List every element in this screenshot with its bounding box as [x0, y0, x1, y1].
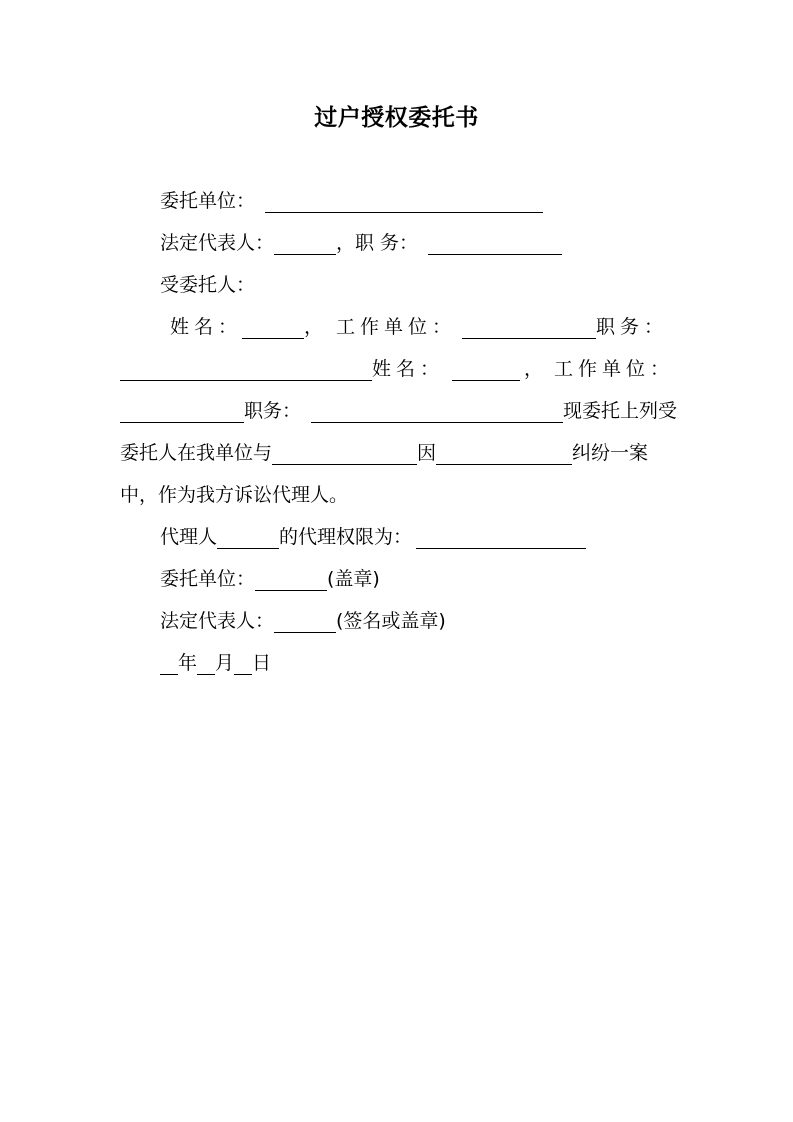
trustee1-work-blank[interactable] [462, 306, 596, 339]
trustee1-name-blank[interactable] [242, 306, 304, 339]
signature-label: 法定代表人： [160, 610, 275, 632]
line-trustee-2-duty [120, 390, 680, 432]
trustee2-duty-blank[interactable] [311, 390, 563, 423]
seal-note: (盖章) [327, 568, 380, 590]
legal-representative-blank[interactable] [274, 222, 336, 255]
litigation-agent-text: 中，作为我方诉讼代理人。 [120, 484, 349, 506]
authority-blank[interactable] [416, 516, 586, 549]
line-date [120, 642, 680, 684]
trustee2-duty-label: 职务： [244, 400, 302, 422]
trustee1-duty-blank[interactable] [120, 348, 372, 381]
signature-note: (签名或盖章) [336, 610, 446, 632]
day-blank[interactable] [234, 642, 252, 675]
day-label: 日 [252, 652, 272, 674]
dispute-text-c: 纠纷一案 [572, 442, 649, 464]
year-blank[interactable] [160, 642, 178, 675]
trustee1-work-label: 工作单位： [336, 316, 457, 338]
month-label: 月 [215, 652, 235, 674]
line-unit-seal [120, 558, 680, 600]
trustee2-name-blank[interactable] [452, 348, 520, 381]
duty-blank[interactable] [428, 222, 562, 255]
trustee2-sep: ， [524, 358, 549, 380]
trustee1-duty-label: 职务： [596, 316, 669, 338]
trustee2-name-label: 姓名： [372, 358, 445, 380]
dispute-text-a: 委托人在我单位与 [120, 442, 273, 464]
line-trustee [120, 264, 680, 306]
line-trustee-2 [120, 348, 680, 390]
entrust-text-start: 现委托上列受 [563, 400, 678, 422]
agent-blank[interactable] [217, 516, 279, 549]
entrusting-unit-blank[interactable] [265, 180, 543, 213]
dispute-cause-blank[interactable] [436, 432, 572, 465]
line-agent-authority [120, 516, 680, 558]
agent-label: 代理人 [160, 526, 218, 548]
month-blank[interactable] [197, 642, 215, 675]
entrusting-unit-label: 委托单位： [160, 190, 256, 212]
duty-label: ，职 务： [336, 232, 419, 254]
line-legal-representative [120, 222, 680, 264]
dispute-text-b: 因 [417, 442, 437, 464]
line-representative-signature [120, 600, 680, 642]
year-label: 年 [178, 652, 198, 674]
trustee2-work-label: 工作单位： [554, 358, 675, 380]
document-title: 过户授权委托书 [314, 105, 479, 131]
trustee-label: 受委托人： [160, 274, 256, 296]
line-litigation-agent [120, 474, 680, 516]
trustee1-sep: ， [304, 316, 329, 338]
line-trustee-1 [120, 306, 680, 348]
legal-representative-label: 法定代表人： [160, 232, 275, 254]
trustee2-work-blank[interactable] [120, 390, 244, 423]
trustee1-name-label: 姓名： [170, 316, 243, 338]
line-entrusting-unit [120, 180, 680, 222]
seal-unit-label: 委托单位： [160, 568, 256, 590]
signature-blank[interactable] [274, 600, 336, 633]
line-dispute [120, 432, 680, 474]
opposing-party-blank[interactable] [272, 432, 417, 465]
authority-label: 的代理权限为： [279, 526, 413, 548]
seal-unit-blank[interactable] [255, 558, 327, 591]
